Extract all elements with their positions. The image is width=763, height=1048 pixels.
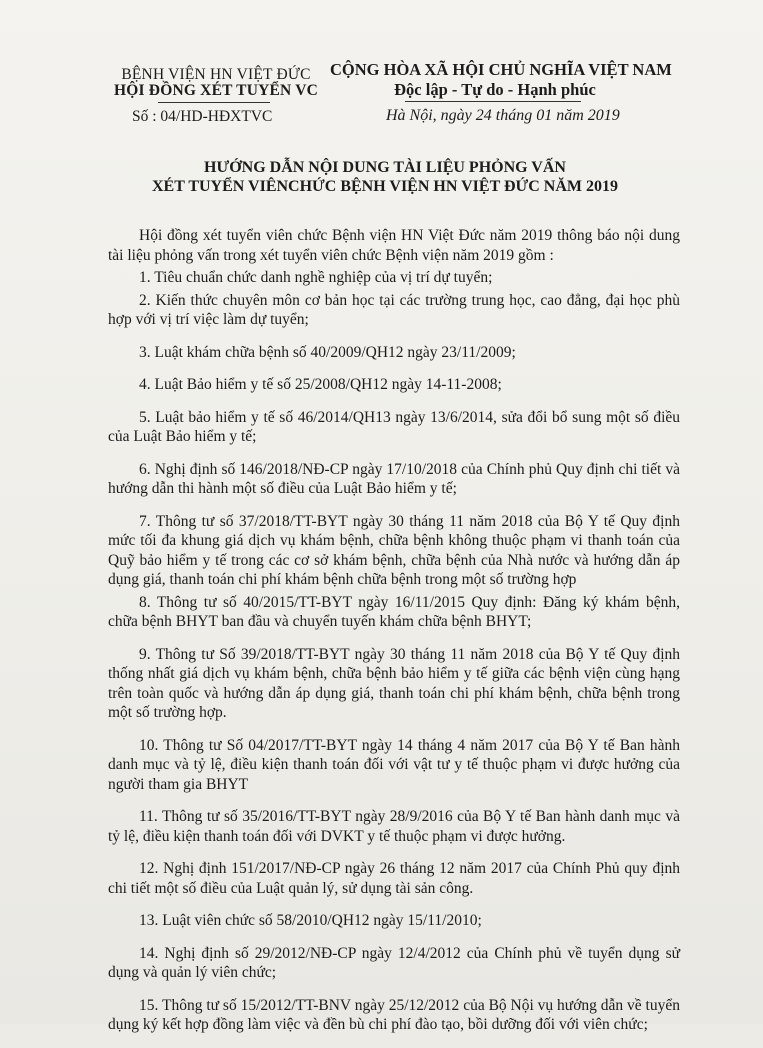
- list-item-9: 9. Thông tư Số 39/2018/TT-BYT ngày 30 tháng 11 năm 2018 của Bộ Y tế Quy định thống nhất giá dịch vụ khám bệnh, chữa bệnh bảo hiểm y tế giữa các bệnh viện cùng hạng trên toàn quốc và hướng dẫn áp dụng giá, thanh toán chi phí khám bệnh, chữa bệnh trong một số trường hợp.: [108, 645, 680, 721]
- document-subtitle: XÉT TUYỂN VIÊNCHỨC BỆNH VIỆN HN VIỆT ĐỨC NĂM 2019: [152, 178, 618, 195]
- list-item-15: 15. Thông tư số 15/2012/TT-BNV ngày 25/12/2012 của Bộ Nội vụ hướng dẫn về tuyển dụng ký kết hợp đồng làm việc và đền bù chi phí đào tạo, bồi dưỡng đối với viên chức;: [108, 996, 680, 1033]
- document-title: HƯỚNG DẪN NỘI DUNG TÀI LIỆU PHỎNG VẤN: [204, 159, 566, 176]
- org-underline: [158, 102, 270, 103]
- intro-paragraph: Hội đồng xét tuyển viên chức Bệnh viện HN Việt Đức năm 2019 thông báo nội dung tài liệu phỏng vấn trong xét tuyển viên chức Bệnh viện năm 2019 gồm :: [108, 227, 680, 264]
- national-title: CỘNG HÒA XÃ HỘI CHỦ NGHĨA VIỆT NAM: [330, 60, 672, 79]
- list-item-10: 10. Thông tư Số 04/2017/TT-BYT ngày 14 tháng 4 năm 2017 của Bộ Y tế Ban hành danh mục và tỷ lệ, điều kiện thanh toán đối với vật tư y tế thuộc phạm vi được hưởng của người tham gia BHYT: [108, 736, 680, 793]
- document-body: [108, 226, 680, 1048]
- list-item-8: 8. Thông tư số 40/2015/TT-BYT ngày 16/11/2015 Quy định: Đăng ký khám bệnh, chữa bệnh BHYT ban đầu và chuyển tuyến khám chữa bệnh BHYT;: [108, 593, 680, 630]
- list-item-1: 1. Tiêu chuẩn chức danh nghề nghiệp của vị trí dự tuyển;: [139, 269, 493, 286]
- list-item-6: 6. Nghị định số 146/2018/NĐ-CP ngày 17/10/2018 của Chính phủ Quy định chi tiết và hướng dẫn thi hành một số điều của Luật Bảo hiểm y tế;: [108, 460, 680, 497]
- place-date: Hà Nội, ngày 24 tháng 01 năm 2019: [386, 107, 620, 124]
- list-item-11: 11. Thông tư số 35/2016/TT-BYT ngày 28/9/2016 của Bộ Y tế Ban hành danh mục và tỷ lệ, điều kiện thanh toán đối với DVKT y tế thuộc phạm vi được hưởng.: [108, 808, 680, 845]
- list-item-13: 13. Luật viên chức số 58/2010/QH12 ngày 15/11/2010;: [139, 912, 482, 929]
- list-item-14: 14. Nghị định số 29/2012/NĐ-CP ngày 12/4/2012 của Chính phủ về tuyển dụng sử dụng và quản lý viên chức;: [108, 944, 680, 981]
- list-item-4: 4. Luật Bảo hiểm y tế số 25/2008/QH12 ngày 14-11-2008;: [139, 376, 502, 393]
- list-item-5: 5. Luật bảo hiểm y tế số 46/2014/QH13 ngày 13/6/2014, sửa đổi bổ sung một số điều của Luật Bảo hiểm y tế;: [108, 408, 680, 445]
- list-item-12: 12. Nghị định 151/2017/NĐ-CP ngày 26 tháng 12 năm 2017 của Chính Phủ quy định chi tiết một số điều của Luật quản lý, sử dụng tài sản công.: [108, 860, 680, 897]
- document-number: Số : 04/HD-HĐXTVC: [132, 108, 273, 125]
- list-item-7: 7. Thông tư số 37/2018/TT-BYT ngày 30 tháng 11 năm 2018 của Bộ Y tế Quy định mức tối đa khung giá dịch vụ khám bệnh, chữa bệnh không thuộc phạm vi thanh toán của Quỹ bảo hiểm y tế trong các cơ sở khám bệnh, chữa bệnh của Nhà nước và hướng dẫn áp dụng giá, thanh toán chi phí khám bệnh chữa bệnh trong một số trường hợp: [108, 512, 680, 588]
- list-item-3: 3. Luật khám chữa bệnh số 40/2009/QH12 ngày 23/11/2009;: [139, 343, 516, 361]
- council-name: HỘI ĐỒNG XÉT TUYỂN VC: [113, 82, 319, 99]
- org-name: BỆNH VIỆN HN VIỆT ĐỨC: [121, 66, 311, 83]
- national-motto: Độc lập - Tự do - Hạnh phúc: [394, 80, 596, 99]
- motto-underline: [405, 101, 581, 102]
- list-item-2: 2. Kiến thức chuyên môn cơ bản học tại các trường trung học, cao đẳng, đại học phù hợp với vị trí việc làm dự tuyển;: [108, 291, 680, 328]
